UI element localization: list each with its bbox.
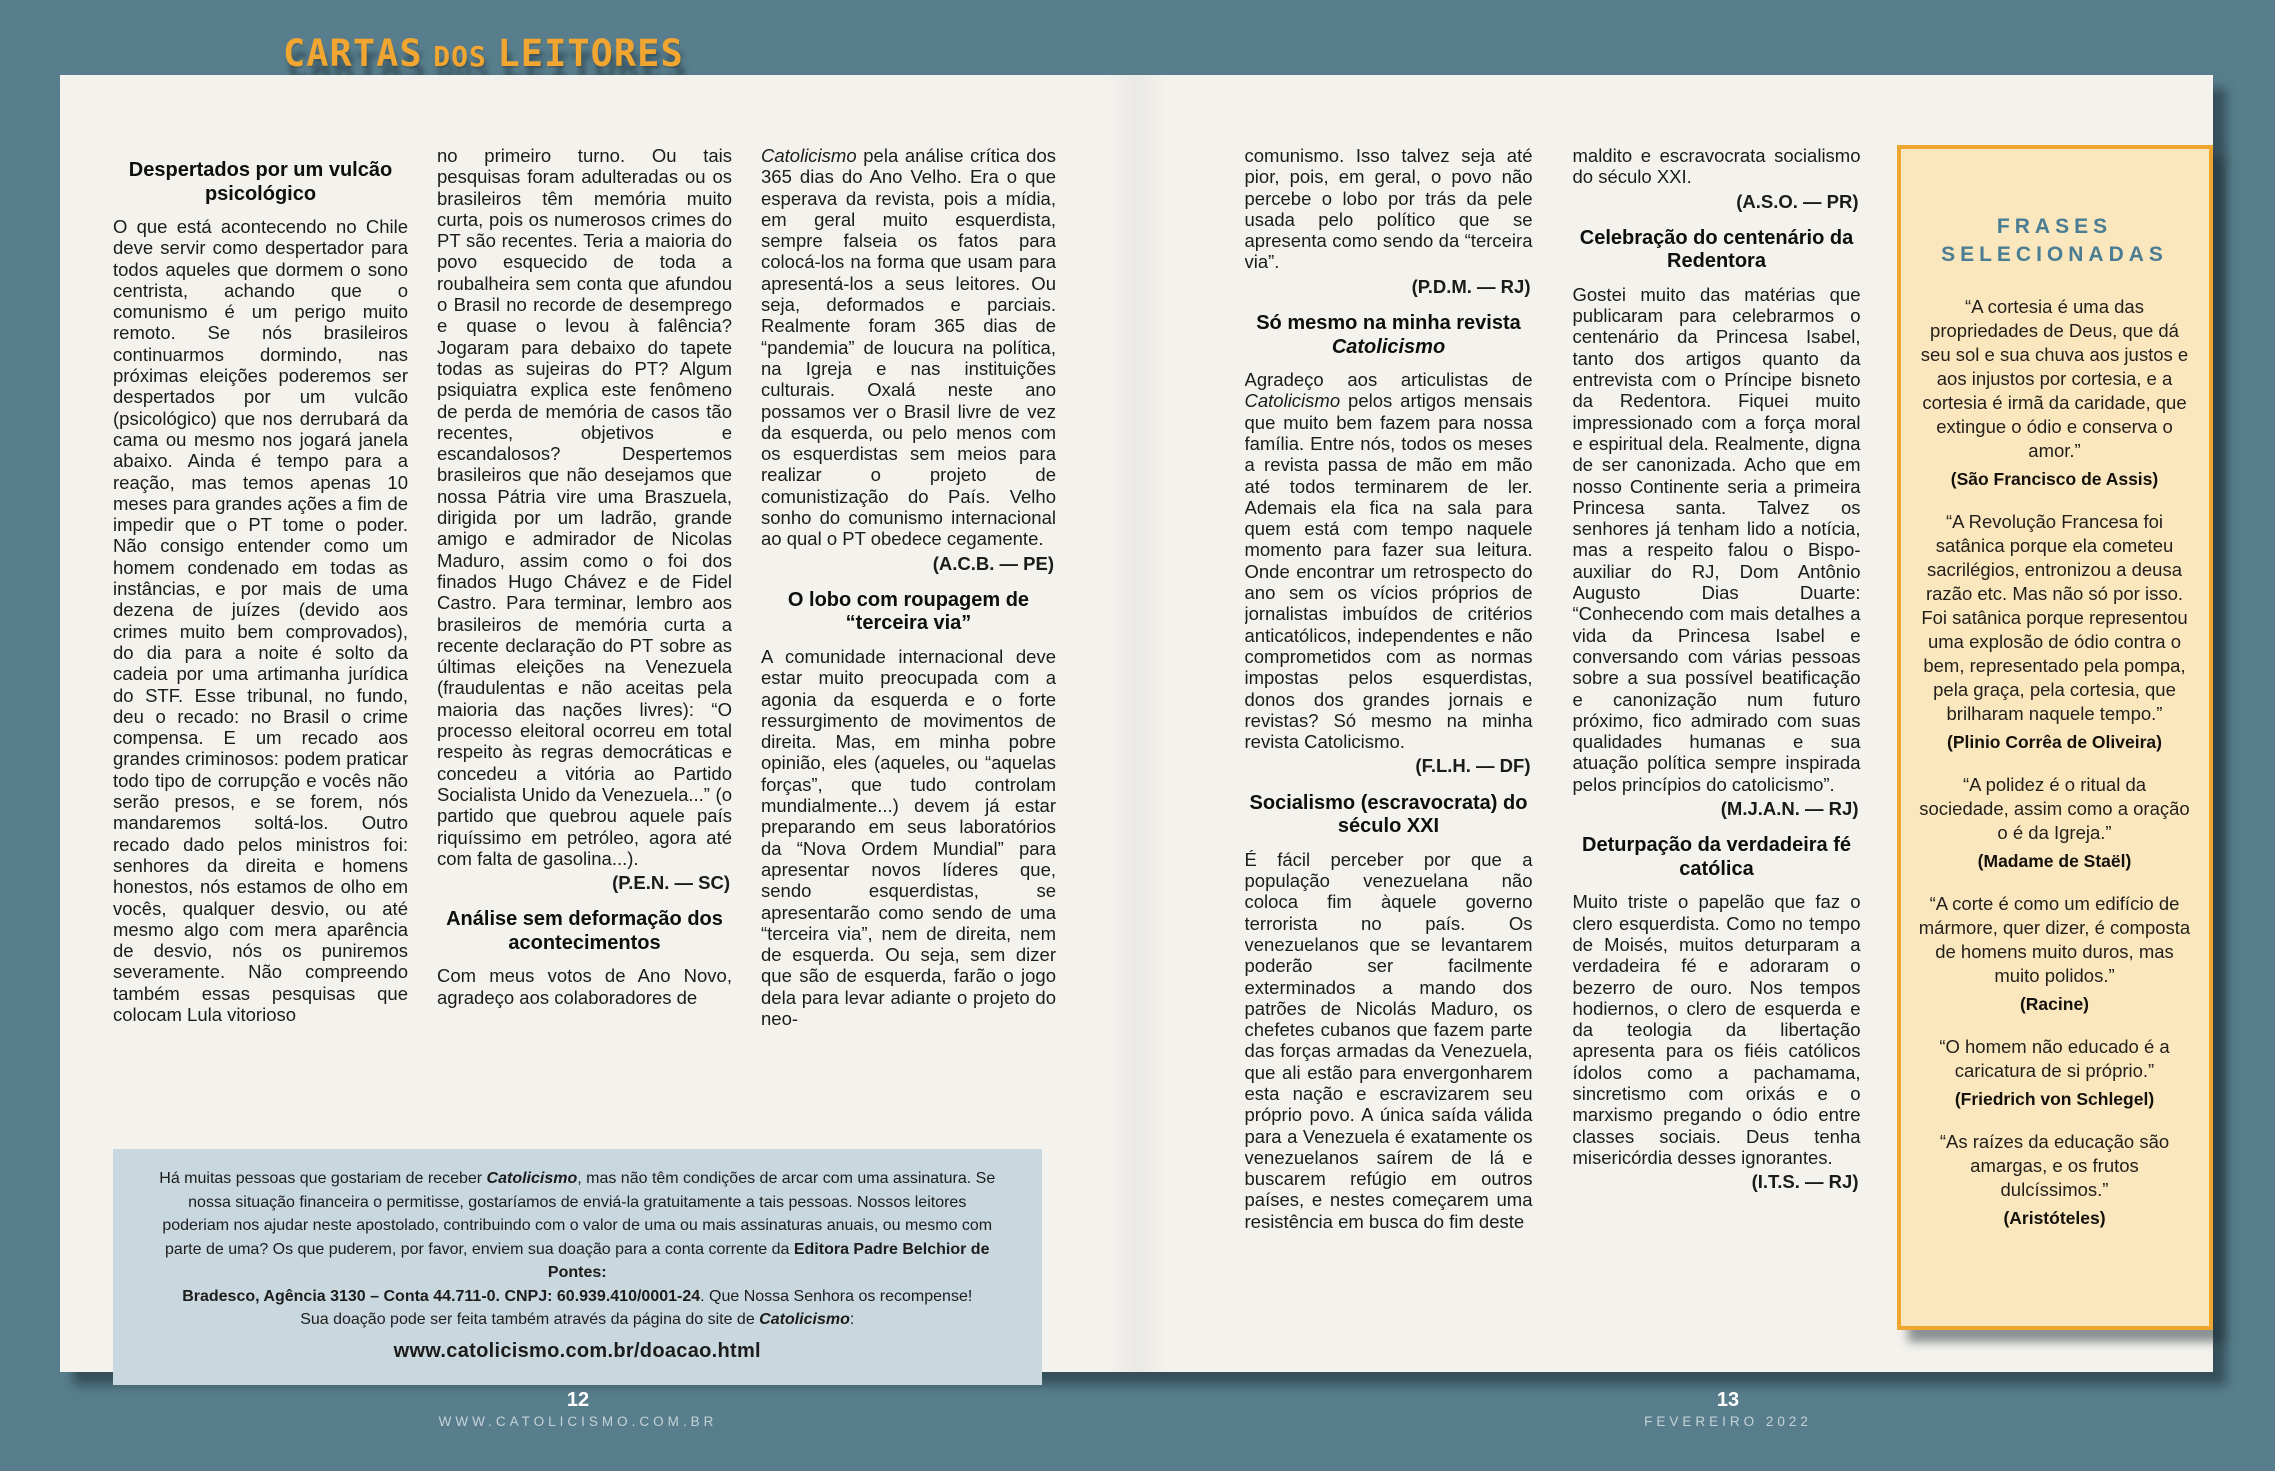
footer-right-page xyxy=(1190,1389,2266,1429)
quote-author: (Madame de Staël) xyxy=(1977,851,2132,871)
quote-text: “A polidez é o ritual da sociedade, assim como a oração o é da Igreja.” xyxy=(1919,774,2190,843)
letter-heading xyxy=(113,159,408,206)
text-run: Socialismo (escravocrata) do século XXI xyxy=(1249,791,1528,838)
text-run: O lobo com roupagem de “terceira via” xyxy=(787,588,1030,635)
page-number-left: 12 xyxy=(566,1389,590,1411)
donation-line xyxy=(153,1308,1002,1332)
quote-text: “A cortesia é uma das propriedades de Deus, que dá seu sol e sua chuva aos justos e aos injustos por cortesia, e a cortesia é irmã da caridade, que extingue o ódio e conserva o amor.” xyxy=(1920,296,2189,461)
text-run: Muito triste o papelão que faz o clero esquerdista. Como no tempo de Moisés, muitos deturparam a verdadeira fé e adoraram o bezerro de ouro. Nos tempos hodiernos, o clero de esquerda e da teologia da libertação apresenta para os fiéis católicos ídolos como a pachamama, sincretismo com orixás e o marxismo pregando o ódio entre classes sociais. Deus tenha misericórdia desses ignorantes. xyxy=(1572,891,1861,1168)
letter-heading xyxy=(437,908,732,955)
text-run: Só mesmo na minha revista xyxy=(1256,312,1521,335)
text-run: maldito e escravocrata socialismo do século XXI. xyxy=(1572,145,1861,188)
text-run: O que está acontecendo no Chile deve servir como despertador para todos aqueles que dormem o sono centrista, achando que o comunismo é um perigo muito remoto. Se nós brasileiros continuarmos dormindo, nas próximas eleições poderemos ser despertados por um vulcão (psicológico) que nos derrubará da cama ou mesmo nos jogará janela abaixo. Ainda é tempo para a reação, mas temos apenas 10 meses para grandes ações a fim de impedir que o PT tome o poder. Não consigo entender como um homem condenado em todas as instâncias, e por mais de uma dezena de juízes (devido aos crimes muito bem comprovados), do dia para a noite é solto da cadeia por uma artimanha jurídica do STF. Esse tribunal, no fundo, deu o recado: no Brasil o crime compensa. E um recado aos grandes criminosos: podem praticar todo tipo de corrupção e vocês não serão presos, e se forem, nós mandaremos soltá-los. Outro recado dado pelos ministros foi: senhores da direita e homens honestos, nós estamos de olho em vocês, qualquer desvio, ou até mesmo algo com mera aparência de desvio, nós os puniremos severamente. Não compreendo também essas pesquisas que colocam Lula vitorioso xyxy=(113,216,408,1025)
text-run: É fácil perceber por que a população venezuelana não coloca fim àquele governo terrorista no país. Os venezuelanos que se levantarem poderão ser facilmente exterminados a mando dos patrões de Nicolás Maduro, os chefetes cubanos que fazem parte das forças armadas da Venezuela, que ali estão para envergonharem esta nação e escravizarem seu próprio povo. A única saída válida para a Venezuela é exatamente os venezuelanos saírem de lá e buscarem refúgio em outros países, e nestes começarem uma resistência em busca do fim deste xyxy=(1244,848,1533,1232)
text-run: Catolicismo xyxy=(1331,335,1446,358)
text-column xyxy=(1573,145,1861,1345)
letter-signature xyxy=(1573,191,1859,212)
quotes-box xyxy=(1897,145,2213,1330)
quotes-list xyxy=(1917,295,2193,1229)
text-run: (F.L.H. — DF) xyxy=(1415,755,1531,777)
text-run: (M.J.A.N. — RJ) xyxy=(1720,798,1859,820)
text-column xyxy=(761,145,1056,1125)
page-right xyxy=(1137,75,2214,1372)
letter-paragraph xyxy=(1573,284,1861,795)
footer-left-page xyxy=(40,1389,1116,1429)
letter-paragraph xyxy=(761,145,1056,550)
letter-heading xyxy=(1245,312,1533,359)
text-run: Editora Padre Belchior de Pontes: xyxy=(547,1240,990,1281)
text-run: Análise sem deformação dos acontecimentos xyxy=(446,908,723,954)
letter-paragraph xyxy=(437,965,732,1008)
text-run: (I.T.S. — RJ) xyxy=(1751,1171,1859,1193)
quote-text: “O homem não educado é a caricatura de si próprio.” xyxy=(1939,1036,2170,1081)
letter-signature xyxy=(437,872,730,893)
text-run: (A.C.B. — PE) xyxy=(932,552,1054,574)
letter-heading xyxy=(761,589,1056,636)
letter-paragraph xyxy=(1245,849,1533,1232)
text-run: . Que Nossa Senhora os recompense! xyxy=(700,1287,973,1305)
text-run: Há muitas pessoas que gostariam de receber xyxy=(159,1170,487,1187)
page-left xyxy=(60,75,1137,1372)
quote-author: (Racine) xyxy=(2019,994,2090,1014)
donation-box xyxy=(113,1149,1042,1385)
masthead-word-leitores: LEITORES xyxy=(497,32,684,75)
text-run: Catolicismo xyxy=(486,1170,578,1187)
donation-line xyxy=(153,1285,1002,1309)
quote-text: “A corte é como um edifício de mármore, quer dizer, é composta de homens muito duros, mas muito polidos.” xyxy=(1918,893,2191,986)
text-run: Celebração do centenário da Redentora xyxy=(1579,226,1854,273)
page-spread xyxy=(60,75,2213,1372)
page-number-right: 13 xyxy=(1716,1389,1740,1411)
text-run: pelos artigos mensais que muito bem fazem para nossa família. Entre nós, todos os meses a revista passa de mão em mão até todos terminarem de ler. Ademais ela fica na sala para quem está com tempo naquele momento para fazer sua leitura. Onde encontrar um retrospecto do ano sem os vícios próprios de jornalistas imbuídos de critérios anticatólicos, independentes e não comprometidos com as normas impostas pelos esquerdistas, donos dos grandes jornais e revistas? Só mesmo na minha revista Catolicismo. xyxy=(1244,390,1533,753)
text-run: www.catolicismo.com.br/doacao.html xyxy=(393,1339,761,1362)
text-run: (P.E.N. — SC) xyxy=(612,872,730,894)
masthead-word-dos: DOS xyxy=(433,40,487,73)
masthead-word-cartas: CARTAS xyxy=(283,32,423,75)
text-run: Com meus votos de Ano Novo, agradeço aos colaboradores de xyxy=(437,965,732,1008)
quote-author: (Plinio Corrêa de Oliveira) xyxy=(1947,732,2162,752)
letter-signature xyxy=(1573,798,1859,819)
letter-paragraph xyxy=(1573,891,1861,1168)
text-run: Agradeço aos articulistas de xyxy=(1244,369,1533,391)
quotes-box-title: FRASES SELECIONADAS xyxy=(1941,215,2168,266)
letter-paragraph xyxy=(437,145,732,869)
text-run: (A.S.O. — PR) xyxy=(1736,190,1859,212)
quote-author: (Friedrich von Schlegel) xyxy=(1954,1089,2155,1109)
text-run: comunismo. Isso talvez seja até pior, pois, em geral, o povo não percebe o lobo por trás da pele usada pelo político que se apresenta como sendo da “terceira via”. xyxy=(1244,145,1533,273)
text-run: no primeiro turno. Ou tais pesquisas foram adulteradas ou os brasileiros têm memória muito curta, pois os numerosos crimes do PT são recentes. Teria a maioria do povo esquecido de toda a roubalheira sem conta que afundou o Brasil no recorde de desemprego e quase o levou à falência? Jogaram para debaixo do tapete todas as sujeiras do PT? Algum psiquiatra explica este fenômeno de perda de memória de casos tão recentes, objetivos e escandalosos? Despertemos brasileiros que não desejamos que nossa Pátria vire uma Braszuela, dirigida por um ladrão, grande amigo e admirador de Nicolas Maduro, assim como o foi dos finados Hugo Chávez e de Fidel Castro. Para terminar, lembro aos brasileiros de memória curta a recente declaração do PT sobre as últimas eleições na Venezuela (fraudulentas e não aceitas pela maioria das nações livres): “O processo eleitoral ocorreu em total respeito às regras democráticas e concedeu a vitória ao Partido Socialista Unido da Venezuela...” (o partido que quebrou aquele país riquíssimo em petróleo, agora até com falta de gasolina...). xyxy=(437,145,732,869)
text-run: Deturpação da verdadeira fé católica xyxy=(1582,834,1851,880)
text-column xyxy=(437,145,732,1125)
text-run: Gostei muito das matérias que publicaram para celebrarmos o centenário da Princesa Isabel, tanto dos artigos quanto da entrevista com o Príncipe bisneto da Redentora. Fiquei muito impressionado com a força moral e espiritual dela. Realmente, digna de ser canonizada. Acho que em nosso Continente seria a primeira Princesa santa. Talvez os senhores já tenham lido a notícia, mas a respeito falou o Bispo-auxiliar do RJ, Dom Antônio Augusto Dias Duarte: “Conhecendo com mais detalhes a vida da Princesa Isabel e conversando com várias pessoas sobre a sua possível beatificação e canonização num futuro próximo, fico admirado com suas qualidades humanas e sua atuação política sempre inspirada pelos princípios do catolicismo”. xyxy=(1572,283,1861,795)
letter-signature xyxy=(1245,276,1531,297)
quote-author: (São Francisco de Assis) xyxy=(1950,469,2159,489)
letter-paragraph xyxy=(113,216,408,1025)
quote-author: (Aristóteles) xyxy=(2003,1208,2106,1228)
text-column xyxy=(1245,145,1533,1345)
right-page-columns xyxy=(1245,145,1861,1345)
letter-paragraph xyxy=(1573,145,1861,188)
text-run: Catolicismo xyxy=(759,1311,850,1328)
section-masthead xyxy=(283,32,684,75)
letter-heading xyxy=(1573,834,1861,881)
text-run: Sua doação pode ser feita também através da página do site de xyxy=(300,1311,760,1328)
text-run: pela análise crítica dos 365 dias do Ano Velho. Era o que esperava da revista, pois a mídia, em geral muito esquerdista, sempre falseia os fatos para colocá-los na forma que usam para apresentá-los a seus leitores. Ou seja, deformados e parciais. Realmente foram 365 dias de “pandemia” de loucura na política, na Igreja e nas instituições culturais. Oxalá neste ano possamos ver o Brasil livre de vez da esquerda, ou pelo menos com os esquerdistas sem meios para realizar o projeto de comunistização do País. Velho sonho do comunismo internacional ao qual o PT obedece cegamente. xyxy=(761,145,1056,550)
letter-signature xyxy=(1245,755,1531,776)
letter-signature xyxy=(1573,1171,1859,1192)
right-page-content xyxy=(1245,113,2200,1345)
letter-heading xyxy=(1245,792,1533,839)
text-run: Catolicismo xyxy=(761,145,857,166)
letter-paragraph xyxy=(1245,145,1533,273)
quote-text: “A Revolução Francesa foi satânica porque ela cometeu sacrilégios, entronizou a deusa razão etc. Mas não só por isso. Foi satânica porque representou uma explosão de ódio contra o bem, representado pela pompa, pela graça, pela cortesia, que brilharam naquele tempo.” xyxy=(1921,511,2188,724)
text-run: Bradesco, Agência 3130 – Conta 44.711-0. CNPJ: 60.939.410/0001-24 xyxy=(182,1287,701,1305)
footer-issue-date: FEVEREIRO 2022 xyxy=(1644,1414,1812,1429)
text-run: Catolicismo xyxy=(1244,390,1341,412)
text-column xyxy=(113,145,408,1125)
text-run: , mas não têm condições de arcar com uma assinatura. Se nossa situação financeira o permitisse, gostaríamos de enviá-la gratuitamente a tais pessoas. Nossos leitores poderiam nos ajudar neste apostolado, contribuindo com o valor de uma ou mais assinaturas anuais, ou mesmo com parte de uma? Os que puderem, por favor, enviem sua doação para a conta corrente da xyxy=(162,1170,996,1258)
text-run: A comunidade internacional deve estar muito preocupada com a agonia da esquerda e o forte ressurgimento de movimentos de direita. Mas, em minha pobre opinião, eles (aqueles, ou “aquelas forças”, que tudo controlam mundialmente...) devem já estar preparando em seus laboratórios da “Nova Ordem Mundial” para apresentar novos líderes que, sendo esquerdistas, se apresentarão como sendo de uma “terceira via”, nem de direita, nem de esquerda. Ou seja, sem dizer que são de esquerda, farão o jogo dela para levar adiante o projeto do neo- xyxy=(761,645,1056,1029)
text-run: : xyxy=(849,1311,855,1328)
text-run: (P.D.M. — RJ) xyxy=(1411,275,1531,297)
letter-paragraph xyxy=(1245,369,1533,752)
left-page-columns xyxy=(113,145,1082,1125)
donation-line xyxy=(153,1340,1002,1364)
quote-text: “As raízes da educação são amargas, e os frutos dulcíssimos.” xyxy=(1939,1131,2170,1200)
donation-line xyxy=(153,1167,1002,1285)
text-run: Despertados por um vulcão psicológico xyxy=(128,159,393,205)
footer-website-url: WWW.CATOLICISMO.COM.BR xyxy=(438,1414,718,1429)
letter-signature xyxy=(761,553,1054,574)
letter-heading xyxy=(1573,227,1861,274)
letter-paragraph xyxy=(761,646,1056,1029)
